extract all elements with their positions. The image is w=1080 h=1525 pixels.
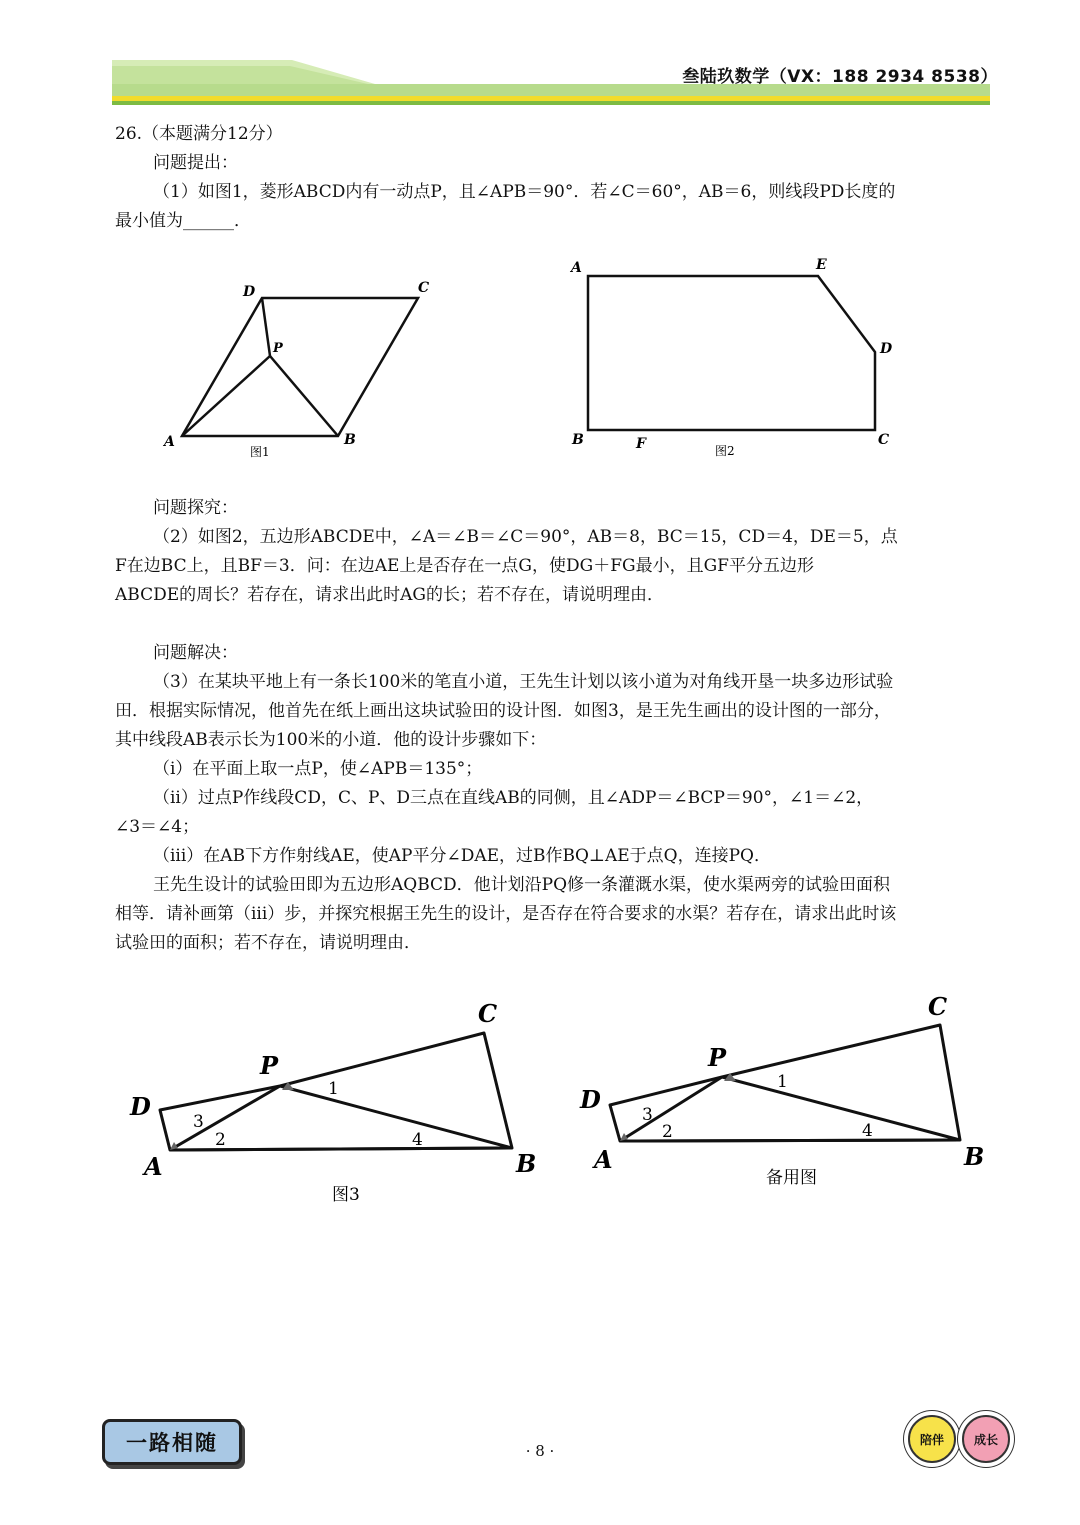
- fig3-angle-1: 1: [328, 1079, 339, 1099]
- para-line2: 相等．请补画第（iii）步，并探究根据王先生的设计，是否存在符合要求的水渠？若存在，请求出此时该: [115, 904, 897, 924]
- fig2-label-f: F: [636, 436, 646, 452]
- fig2-label-c: C: [878, 432, 890, 448]
- fig1-caption: 图1: [250, 445, 270, 459]
- problem-text: [115, 120, 995, 958]
- footer-motto-badge: 一路相随: [102, 1419, 242, 1465]
- section-title-1: 问题提出：: [153, 153, 238, 173]
- fig2-label-d: D: [880, 341, 893, 357]
- q2-line1: （2）如图2，五边形ABCDE中，∠A＝∠B＝∠C＝90°，AB＝8，BC＝15，CD＝4，DE＝5，点: [153, 527, 898, 547]
- figure-1-rhombus: [150, 270, 450, 470]
- q3-line3: 其中线段AB表示长为100米的小道．他的设计步骤如下：: [115, 730, 547, 750]
- fig3-label-c: C: [478, 999, 498, 1028]
- fig3-angle-2: 2: [215, 1130, 226, 1150]
- q1-line1: （1）如图1，菱形ABCD内有一动点P，且∠APB＝90°．若∠C＝60°，AB＝6，则线段PD长度的: [153, 182, 896, 202]
- fig4-angle-1: 1: [777, 1072, 788, 1092]
- fig3-label-d: D: [130, 1092, 151, 1121]
- section-title-3: 问题解决：: [153, 643, 238, 663]
- fig2-label-e: E: [816, 257, 827, 273]
- fig4-angle-3: 3: [642, 1105, 653, 1125]
- step-2-line1: （ii）过点P作线段CD，C、P、D三点在直线AB的同侧，且∠ADP＝∠BCP＝90°，∠1＝∠2，: [153, 788, 874, 808]
- fig3-angle-3: 3: [193, 1112, 204, 1132]
- para-line1: 王先生设计的试验田即为五边形AQBCD．他计划沿PQ修一条灌溉水渠，使水渠两旁的试验田面积: [153, 875, 891, 895]
- section-title-2: 问题探究：: [153, 498, 238, 518]
- fig4-label-a: A: [594, 1145, 613, 1174]
- q3-line2: 田．根据实际情况，他首先在纸上画出这块试验田的设计图．如图3，是王先生画出的设计图的一部分，: [115, 701, 891, 721]
- step-3: （iii）在AB下方作射线AE，使AP平分∠DAE，过B作BQ⊥AE于点Q，连接PQ．: [153, 846, 771, 866]
- fig2-label-b: B: [572, 432, 584, 448]
- step-1: （i）在平面上取一点P，使∠APB＝135°；: [153, 759, 483, 779]
- step-2-line2: ∠3＝∠4；: [115, 817, 200, 837]
- badge-growth: 成长: [962, 1415, 1010, 1463]
- q2-line2: F在边BC上，且BF＝3．问：在边AE上是否存在一点G，使DG＋FG最小，且GF平分五边形: [115, 556, 814, 576]
- fig4-label-b: B: [964, 1142, 985, 1171]
- figure-3: [120, 990, 560, 1220]
- fig4-label-c: C: [928, 992, 948, 1021]
- q1-line2: 最小值为______．: [115, 211, 251, 231]
- para-line3: 试验田的面积；若不存在，请说明理由．: [115, 933, 421, 953]
- fig3-label-p: P: [260, 1051, 279, 1080]
- figure-2-pentagon: [560, 250, 920, 465]
- fig4-caption: 备用图: [766, 1168, 817, 1188]
- badge-companion: 陪伴: [908, 1415, 956, 1463]
- q2-line3: ABCDE的周长？若存在，请求出此时AG的长；若不存在，请说明理由．: [115, 585, 664, 605]
- fig3-label-a: A: [144, 1152, 163, 1181]
- fig2-label-a: A: [571, 260, 582, 276]
- fig1-label-c: C: [418, 280, 430, 296]
- figure-backup: [570, 985, 1010, 1215]
- fig4-label-p: P: [708, 1043, 727, 1072]
- page-number: · 8 ·: [525, 1442, 555, 1460]
- fig3-caption: 图3: [332, 1185, 360, 1205]
- fig2-caption: 图2: [715, 444, 735, 458]
- page-header: [0, 0, 1080, 120]
- header-banner: [0, 0, 1080, 120]
- fig1-label-d: D: [243, 284, 256, 300]
- fig3-label-b: B: [516, 1149, 537, 1178]
- fig1-label-p: P: [273, 341, 283, 356]
- fig4-angle-4: 4: [862, 1121, 873, 1141]
- question-number: 26.（本题满分12分）: [115, 124, 283, 144]
- fig4-label-d: D: [580, 1085, 601, 1114]
- header-title: 叁陆玖数学（VX：188 2934 8538）: [682, 67, 998, 87]
- fig3-angle-4: 4: [412, 1130, 423, 1150]
- fig1-label-a: A: [164, 434, 175, 450]
- fig1-label-b: B: [344, 432, 356, 448]
- q3-line1: （3）在某块平地上有一条长100米的笔直小道，王先生计划以该小道为对角线开垦一块多边形试验: [153, 672, 894, 692]
- fig4-angle-2: 2: [662, 1122, 673, 1142]
